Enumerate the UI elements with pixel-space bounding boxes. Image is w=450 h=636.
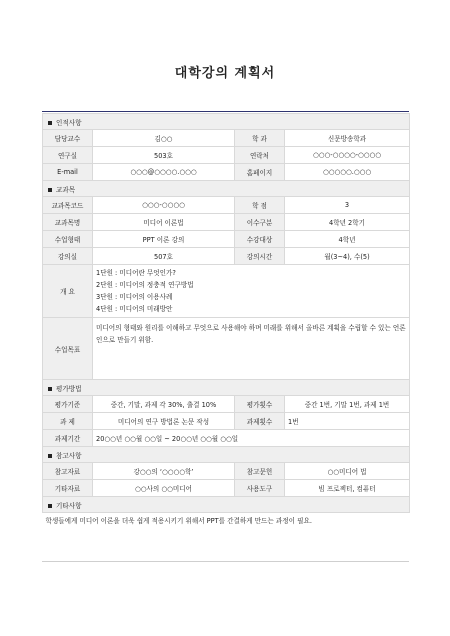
table-row — [43, 463, 410, 480]
department-value: 신문방송학과 — [285, 130, 410, 147]
assignment-count-value: 1번 — [285, 413, 410, 430]
top-divider — [42, 111, 409, 112]
office-value: 503호 — [93, 147, 235, 164]
category-label: 이수구분 — [235, 214, 285, 231]
goal-label: 수업목표 — [43, 318, 93, 380]
contact-value: ○○○-○○○○-○○○○ — [285, 147, 410, 164]
list-item: 4단원 : 미디어의 미래방안 — [96, 305, 173, 313]
table-row — [43, 164, 410, 181]
homepage-value: ○○○○○.○○○ — [285, 164, 410, 181]
list-item: 3단원 : 미디어의 이용사례 — [96, 293, 173, 301]
department-label: 학 과 — [235, 130, 285, 147]
table-row — [43, 197, 410, 214]
outline-label: 개 요 — [43, 265, 93, 318]
plan-table — [42, 113, 410, 533]
section-title: 교과목 — [56, 185, 76, 194]
reference-material-label: 참고자료 — [43, 463, 93, 480]
bullet-square-icon — [48, 188, 52, 192]
page-title: 대학강의 계획서 — [174, 66, 276, 81]
assignment-label: 과 제 — [43, 413, 93, 430]
literature-value: ○○미디어 법 — [285, 463, 410, 480]
course-code-value: ○○○-○○○○ — [93, 197, 235, 214]
other-material-label: 기타자료 — [43, 480, 93, 497]
period-value: 20○○년 ○○월 ○○일 ~ 20○○년 ○○월 ○○일 — [93, 430, 410, 447]
criteria-value: 중간, 기말, 과제 각 30%, 출결 10% — [93, 396, 235, 413]
room-value: 507호 — [93, 248, 235, 265]
assignment-value: 미디어의 연구 방법론 논문 작성 — [93, 413, 235, 430]
table-row — [43, 430, 410, 447]
table-row — [43, 413, 410, 430]
section-header-other — [43, 497, 410, 513]
other-note: 학생들에게 미디어 이론을 더욱 쉽게 적용시키기 위해서 PPT를 간결하게 만드는 과정이 필요. — [45, 517, 312, 525]
tools-value: 빔 프로젝터, 컴퓨터 — [285, 480, 410, 497]
list-item: 2단원 : 미디어의 정충적 연구방법 — [96, 281, 194, 289]
bullet-square-icon — [48, 454, 52, 458]
bullet-square-icon — [48, 504, 52, 508]
other-material-value: ○○사의 ○○미디어 — [93, 480, 235, 497]
reference-material-value: 강○○의 ‘○○○○학’ — [93, 463, 235, 480]
outline-units — [93, 265, 410, 318]
time-label: 강의시간 — [235, 248, 285, 265]
time-value: 월(3~4), 수(5) — [285, 248, 410, 265]
course-code-label: 교과목코드 — [43, 197, 93, 214]
category-value: 4학년 2학기 — [285, 214, 410, 231]
tools-label: 사용도구 — [235, 480, 285, 497]
email-value: ○○○@○○○○.○○○ — [93, 164, 235, 181]
class-type-label: 수업형태 — [43, 231, 93, 248]
contact-label: 연락처 — [235, 147, 285, 164]
professor-label: 담당교수 — [43, 130, 93, 147]
section-title: 기타사항 — [56, 501, 82, 510]
table-row — [43, 130, 410, 147]
target-label: 수강대상 — [235, 231, 285, 248]
professor-value: 김○○ — [93, 130, 235, 147]
section-title: 참고사항 — [56, 451, 82, 460]
section-header-references — [43, 447, 410, 463]
room-label: 강의실 — [43, 248, 93, 265]
email-label: E-mail — [43, 164, 93, 181]
table-row — [43, 513, 410, 534]
section-title: 인적사항 — [56, 118, 82, 127]
table-row — [43, 214, 410, 231]
table-row — [43, 396, 410, 413]
course-name-value: 미디어 이론법 — [93, 214, 235, 231]
table-row — [43, 147, 410, 164]
section-header-evaluation — [43, 380, 410, 396]
eval-count-value: 중간 1번, 기말 1번, 과제 1번 — [285, 396, 410, 413]
section-header-course — [43, 181, 410, 197]
target-value: 4학년 — [285, 231, 410, 248]
course-name-label: 교과목명 — [43, 214, 93, 231]
bottom-divider — [42, 561, 409, 562]
class-type-value: PPT 이론 강의 — [93, 231, 235, 248]
bullet-square-icon — [48, 121, 52, 125]
table-row — [43, 248, 410, 265]
goal-value: 미디어의 형태와 원리를 이해하고 무엇으로 사용해야 하며 미래를 위해서 올바른 계획을 수립할 수 있는 언론인으로 만들기 위함. — [93, 318, 410, 380]
eval-count-label: 평가횟수 — [235, 396, 285, 413]
table-row — [43, 480, 410, 497]
office-label: 연구실 — [43, 147, 93, 164]
literature-label: 참고문헌 — [235, 463, 285, 480]
assignment-count-label: 과제횟수 — [235, 413, 285, 430]
homepage-label: 홈페이지 — [235, 164, 285, 181]
section-header-personal — [43, 114, 410, 130]
table-row — [43, 318, 410, 380]
table-row — [43, 231, 410, 248]
criteria-label: 평가기준 — [43, 396, 93, 413]
credit-label: 학 점 — [235, 197, 285, 214]
bullet-square-icon — [48, 387, 52, 391]
period-label: 과제기간 — [43, 430, 93, 447]
section-title: 평가방법 — [56, 384, 82, 393]
table-row — [43, 265, 410, 318]
list-item: 1단원 : 미디어란 무엇인가? — [96, 269, 176, 277]
credit-value: 3 — [285, 197, 410, 214]
